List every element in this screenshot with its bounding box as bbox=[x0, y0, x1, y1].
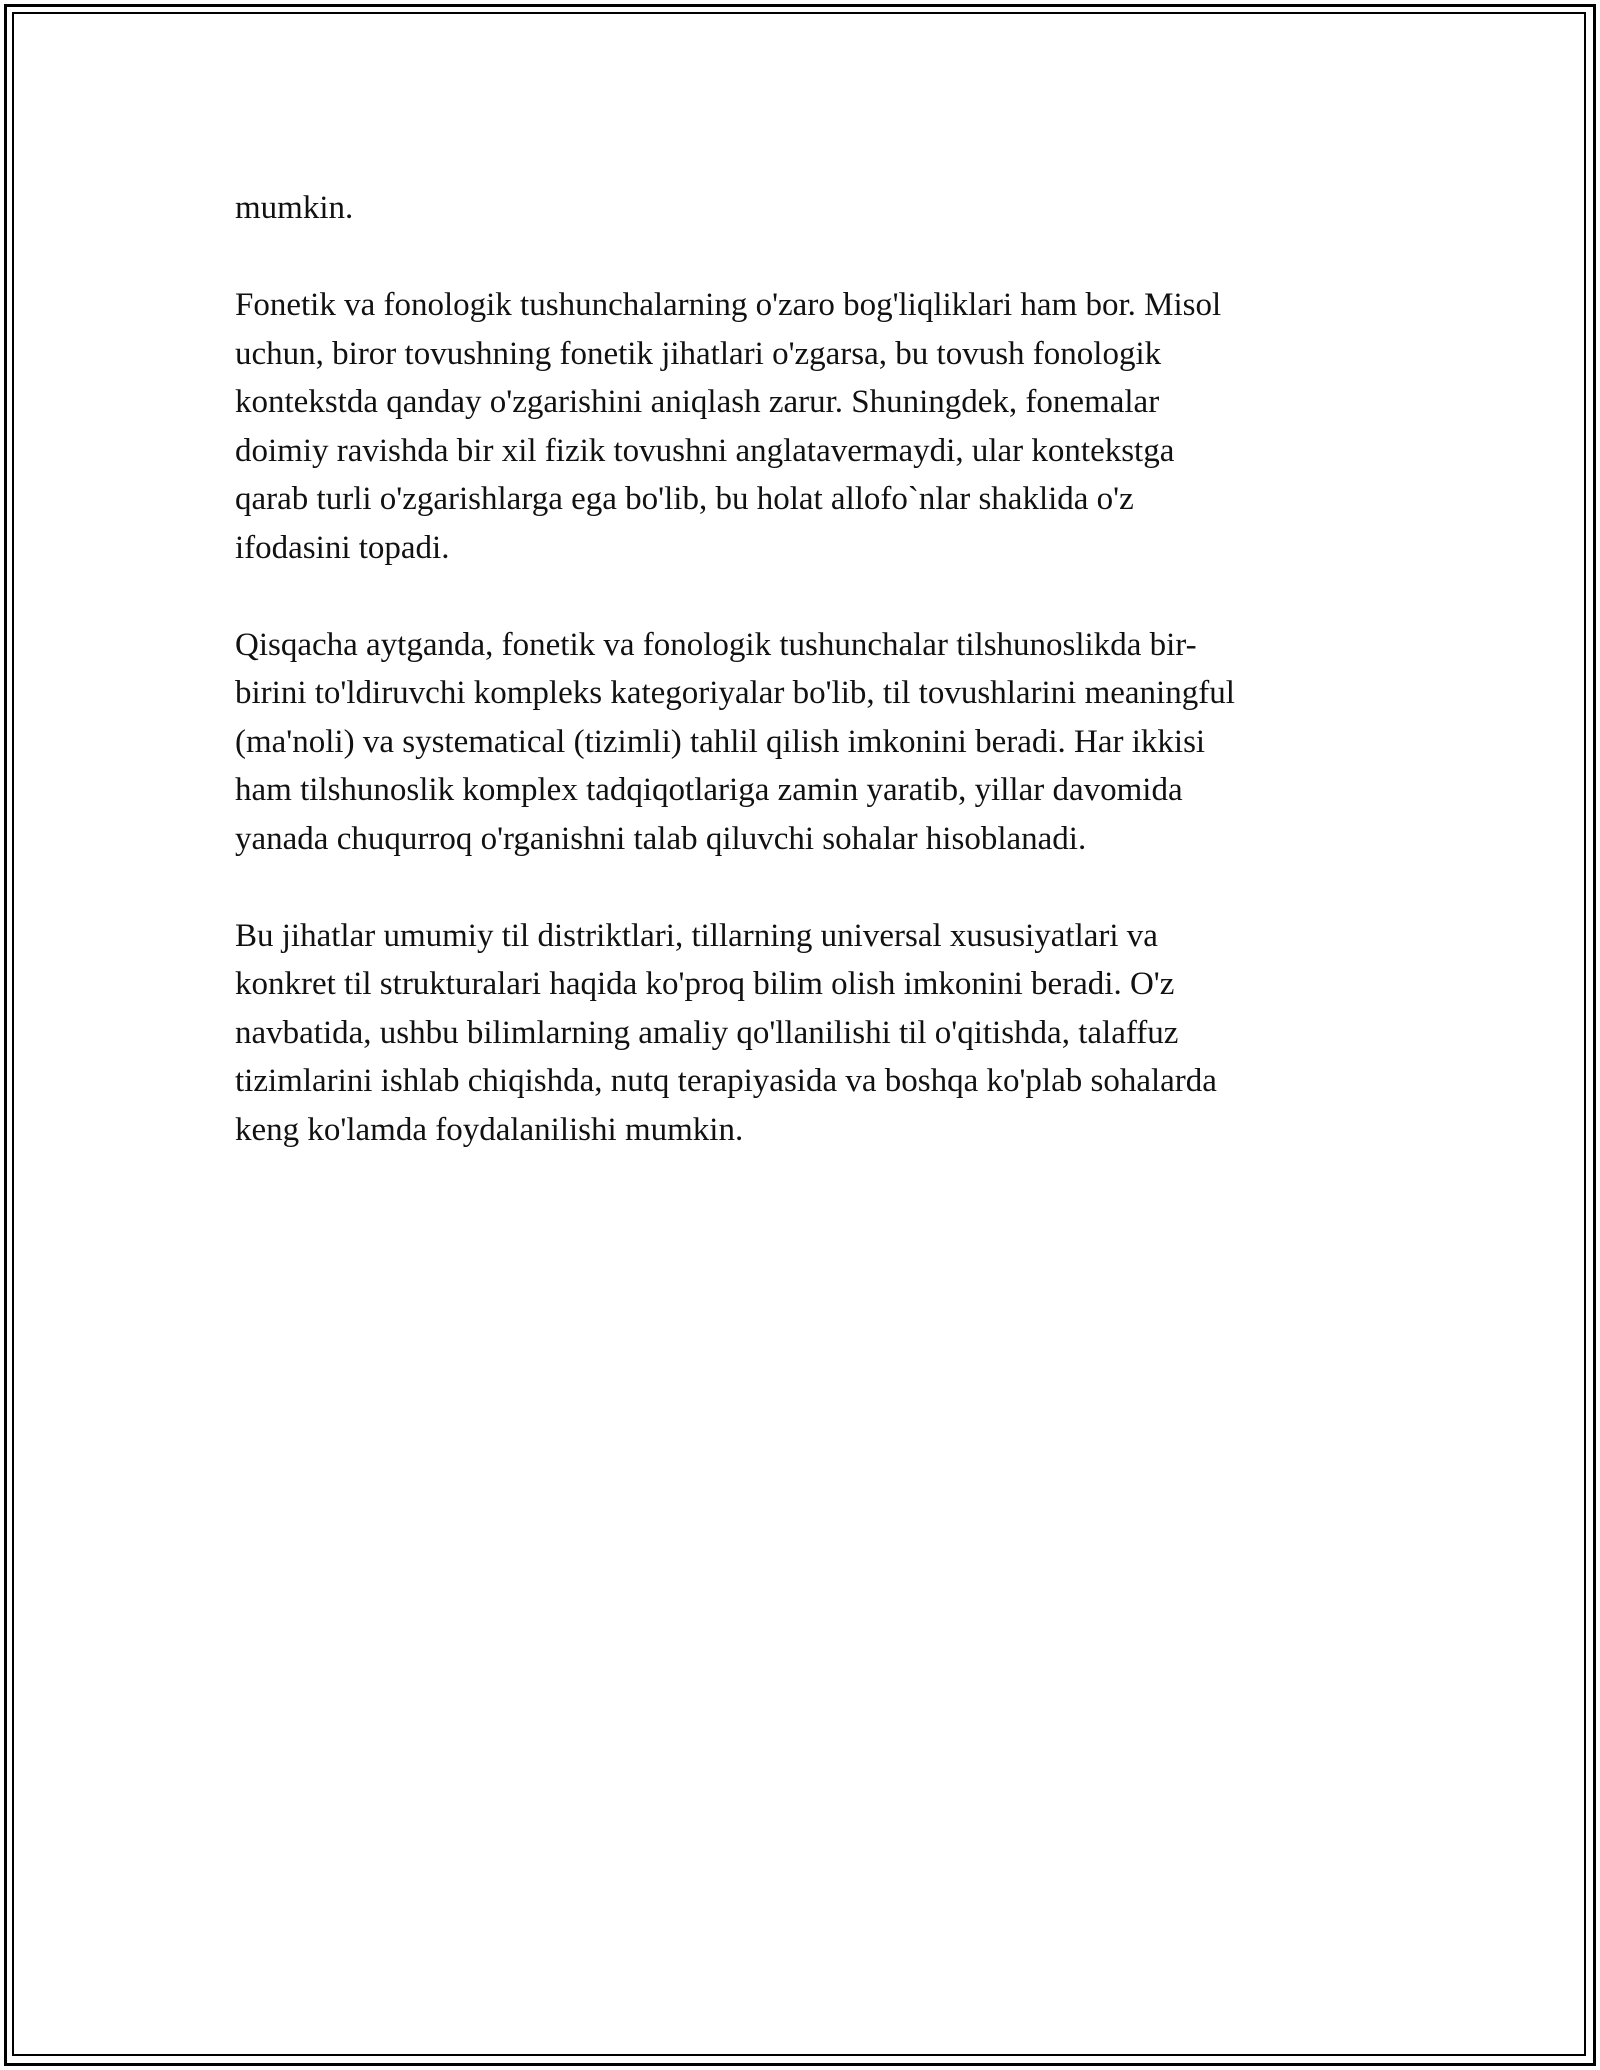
text-line: tizimlarini ishlab chiqishda, nutq terapiyasida va boshqa ko'plab sohalarda bbox=[235, 1063, 1217, 1099]
text-line: qarab turli o'zgarishlarga ega bo'lib, bu holat allofo`nlar shaklida o'z bbox=[235, 481, 1134, 517]
text-line: yanada chuqurroq o'rganishni talab qiluvchi sohalar hisoblanadi. bbox=[235, 820, 1087, 857]
text-line: ifodasini topadi. bbox=[235, 529, 450, 566]
text-line: kontekstda qanday o'zgarishini aniqlash zarur. Shuningdek, fonemalar bbox=[235, 384, 1160, 420]
document-body bbox=[235, 184, 1365, 1203]
text-line: Fonetik va fonologik tushunchalarning o'zaro bog'liqliklari ham bor. Misol bbox=[235, 287, 1222, 323]
text-line: Bu jihatlar umumiy til distriktlari, tillarning universal xususiyatlari va bbox=[235, 917, 1158, 954]
text-line: konkret til strukturalari haqida ko'proq bilim olish imkonini beradi. O'z bbox=[235, 966, 1175, 1002]
text-line: ham tilshunoslik komplex tadqiqotlariga zamin yaratib, yillar davomida bbox=[235, 772, 1183, 808]
text-line: (ma'noli) va systematical (tizimli) tahlil qilish imkonini beradi. Har ikkisi bbox=[235, 723, 1206, 760]
text-line: birini to'ldiruvchi kompleks kategoriyalar bo'lib, til tovushlarini meaningful bbox=[235, 675, 1235, 711]
text-line: doimiy ravishda bir xil fizik tovushni anglatavermaydi, ular kontekstga bbox=[235, 432, 1175, 469]
paragraph-4 bbox=[235, 912, 1365, 1155]
text-line: mumkin. bbox=[235, 190, 354, 226]
text-line: Qisqacha aytganda, fonetik va fonologik tushunchalar tilshunoslikda bir- bbox=[235, 626, 1197, 663]
text-line: uchun, biror tovushning fonetik jihatlari o'zgarsa, bu tovush fonologik bbox=[235, 335, 1162, 372]
text-line: keng ko'lamda foydalanilishi mumkin. bbox=[235, 1111, 744, 1148]
paragraph-3 bbox=[235, 621, 1365, 864]
text-line: navbatida, ushbu bilimlarning amaliy qo'llanilishi til o'qitishda, talaffuz bbox=[235, 1014, 1179, 1051]
paragraph-2 bbox=[235, 281, 1365, 572]
paragraph-1 bbox=[235, 184, 1365, 233]
